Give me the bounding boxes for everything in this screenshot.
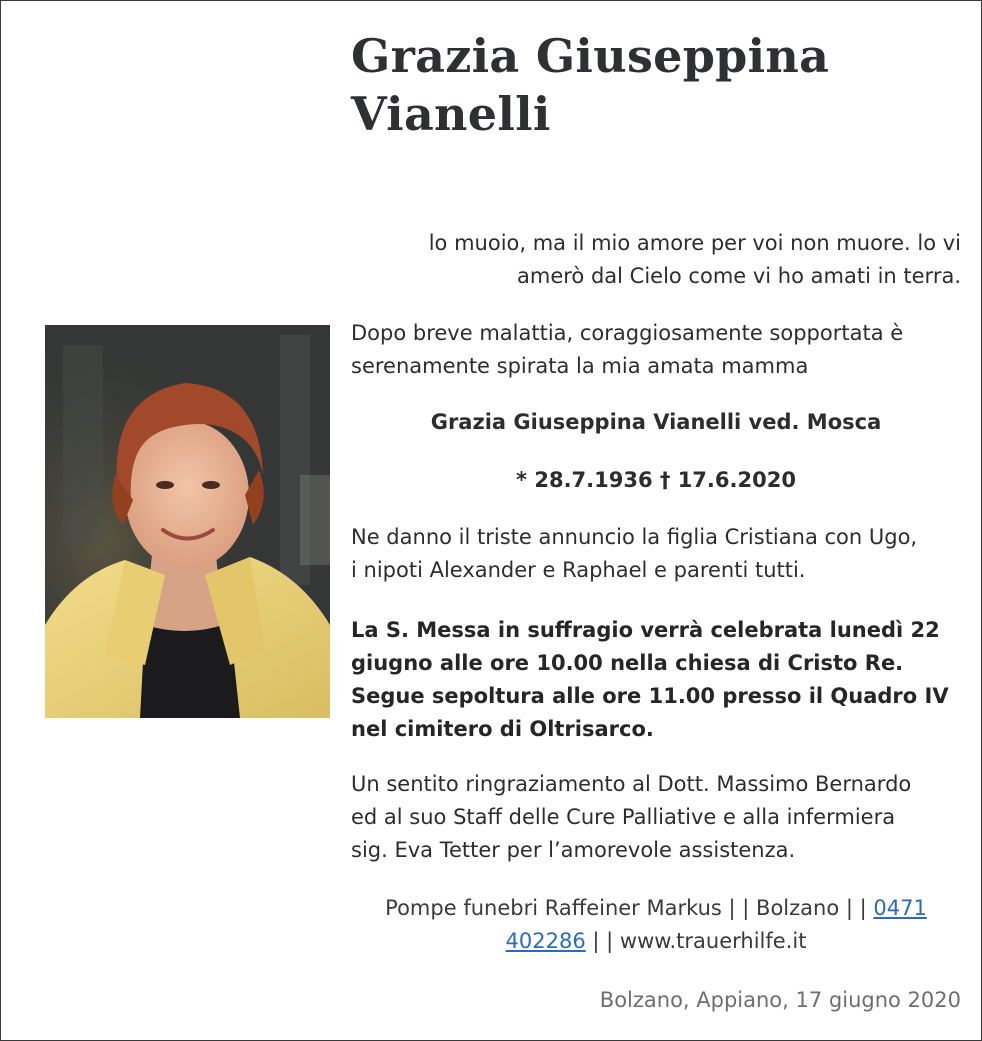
deceased-name-title [351, 27, 951, 143]
portrait-photo [45, 325, 330, 718]
title-line-2: Vianelli [351, 87, 551, 141]
place-and-date: Bolzano, Appiano, 17 giugno 2020 [599, 988, 961, 1012]
thanks-line-3: sig. Eva Tetter per l’amorevole assistenza. [351, 838, 796, 862]
title-line-1: Grazia Giuseppina [351, 29, 830, 83]
mass-line-3: Segue sepoltura alle ore 11.00 presso il Quadro IV [351, 684, 949, 708]
announcement-paragraph [351, 317, 961, 383]
funeral-home-name: Pompe funebri Raffeiner Markus | | Bolzano | | [385, 896, 874, 920]
phone-link-continued[interactable] [506, 929, 586, 953]
phone-link[interactable] [873, 896, 926, 920]
funeral-home-website: | | www.trauerhilfe.it [585, 929, 807, 953]
quote-line-1: lo muoio, ma il mio amore per voi non muore. lo vi [428, 231, 961, 255]
funeral-home-info [351, 892, 961, 958]
phone-part-2[interactable]: 402286 [505, 929, 586, 953]
quote-line-2: amerò dal Cielo come vi ho amati in terra. [517, 264, 961, 288]
mass-paragraph [351, 614, 961, 746]
family-line-1: Ne danno il triste annuncio la figlia Cristiana con Ugo, [351, 525, 918, 549]
thanks-line-1: Un sentito ringraziamento al Dott. Massimo Bernardo [351, 772, 912, 796]
announcement-line-2: serenamente spirata la mia amata mamma [351, 354, 809, 378]
thanks-line-2: ed al suo Staff delle Cure Palliative e alla infermiera [351, 805, 896, 829]
quote [351, 227, 961, 293]
mass-line-4: nel cimitero di Oltrisarco. [351, 717, 654, 741]
phone-part-1[interactable]: 0471 [873, 896, 927, 920]
family-line-2: i nipoti Alexander e Raphael e parenti tutti. [351, 558, 806, 582]
full-name: Grazia Giuseppina Vianelli ved. Mosca [430, 410, 882, 434]
portrait-illustration [45, 325, 330, 718]
thanks-paragraph [351, 768, 961, 867]
announcement-line-1: Dopo breve malattia, coraggiosamente sopportata è [351, 321, 904, 345]
mass-line-1: La S. Messa in suffragio verrà celebrata lunedì 22 [351, 618, 940, 642]
birth-death-dates: * 28.7.1936 † 17.6.2020 [516, 468, 796, 492]
family-paragraph [351, 521, 961, 587]
mass-line-2: giugno alle ore 10.00 nella chiesa di Cristo Re. [351, 651, 904, 675]
